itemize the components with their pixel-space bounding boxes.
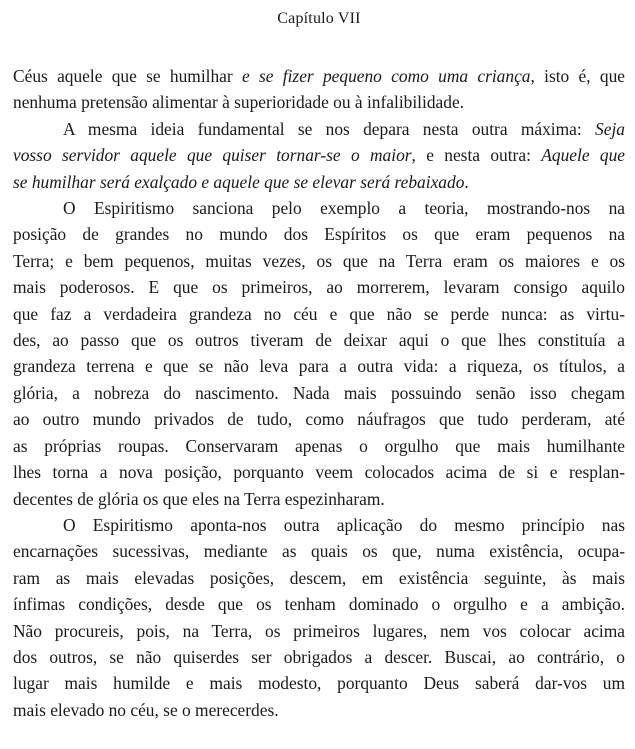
text-run: Não procureis, pois, na Terra, os primeiros lugares, nem vos colocar acima [13,620,625,641]
paragraph-2 [13,116,625,195]
paragraph-4 [13,512,625,723]
text-run: ram as mais elevadas posições, descem, em existência seguinte, às mais [13,567,625,588]
text-run: , e nesta outra: [411,145,542,166]
text-line [13,591,625,617]
italic-run: e se fizer pequeno como uma criança [241,66,531,86]
italic-run: Aquele que [541,145,625,166]
italic-run: Seja [595,118,625,139]
text-run: mais elevado no céu, se o merecerdes. [13,699,279,720]
italic-run: se humilhar será exalçado e aquele que se elevar será rebaixado [13,171,465,192]
text-line [13,248,625,274]
text-line [13,512,625,538]
text-line [13,406,625,432]
text-run: posição de grandes no mundo dos Espíritos os que eram pequenos na [13,224,625,245]
text-line [13,274,625,300]
text-line [13,618,625,644]
text-run: decentes de glória os que eles na Terra espezinharam. [13,488,385,509]
text-run: ao outro mundo privados de tudo, como náufragos que tudo perderam, até [13,409,625,430]
text-line [13,221,625,247]
text-line [13,169,625,195]
text-run: mais poderosos. E que os primeiros, ao morrerem, levaram consigo aquilo [13,277,625,298]
text-line [13,353,625,379]
text-run: O Espiritismo aponta-nos outra aplicação do mesmo princípio nas [63,514,625,535]
text-line [13,486,625,512]
text-line [13,116,625,142]
text-run: grandeza terrena e que se não leva para a outra vida: a riqueza, os títulos, a [13,356,625,377]
text-line [13,195,625,221]
paragraph-1 [13,63,625,116]
text-run: as próprias roupas. Conservaram apenas o orgulho que mais humilhante [13,435,625,456]
text-line [13,697,625,723]
text-run: A mesma ideia fundamental se nos depara nesta outra máxima: [63,118,596,139]
paragraph-3 [13,195,625,512]
body-text [13,63,625,723]
text-line [13,327,625,353]
text-line [13,433,625,459]
text-run: que faz a verdadeira grandeza no céu e que não se perde nunca: as virtu- [13,303,625,324]
text-run: glória, a nobreza do nascimento. Nada mais possuindo senão isso chegam [13,382,625,403]
text-line [13,380,625,406]
text-run: . [464,171,469,192]
text-run: ínfimas condições, desde que os tenham dominado o orgulho e a ambição. [13,594,625,615]
text-run: lhes torna a nova posição, porquanto veem colocados acima de si e resplan- [13,462,625,483]
text-run: dos outros, se não quiserdes ser obrigados a descer. Buscai, ao contrário, o [13,646,625,667]
text-line [13,301,625,327]
text-line [13,142,625,168]
text-run: nenhuma pretensão alimentar à superioridade ou à infalibilidade. [13,92,465,113]
text-run: , isto é, que [530,66,625,86]
text-line [13,565,625,591]
running-head-title: Capítulo VII [277,10,361,27]
text-run: encarnações sucessivas, mediante as quais os que, numa existência, ocupa- [13,541,625,562]
text-line [13,644,625,670]
text-run: lugar mais humilde e mais modesto, porquanto Deus saberá dar-vos um [13,673,625,694]
text-line [13,89,625,115]
text-line [13,538,625,564]
text-line [13,459,625,485]
text-run: Terra; e bem pequenos, muitas vezes, os que na Terra eram os maiores e os [13,250,625,271]
book-page [13,0,625,723]
italic-run: vosso servidor aquele que quiser tornar-se o maior [13,145,412,166]
text-line [13,63,625,89]
text-run: O Espiritismo sanciona pelo exemplo a teoria, mostrando-nos na [63,198,625,219]
text-line [13,670,625,696]
text-run: des, ao passo que os outros tiveram de deixar aqui o que lhes constituía a [13,330,625,351]
text-run: Céus aquele que se humilhar [13,66,242,86]
